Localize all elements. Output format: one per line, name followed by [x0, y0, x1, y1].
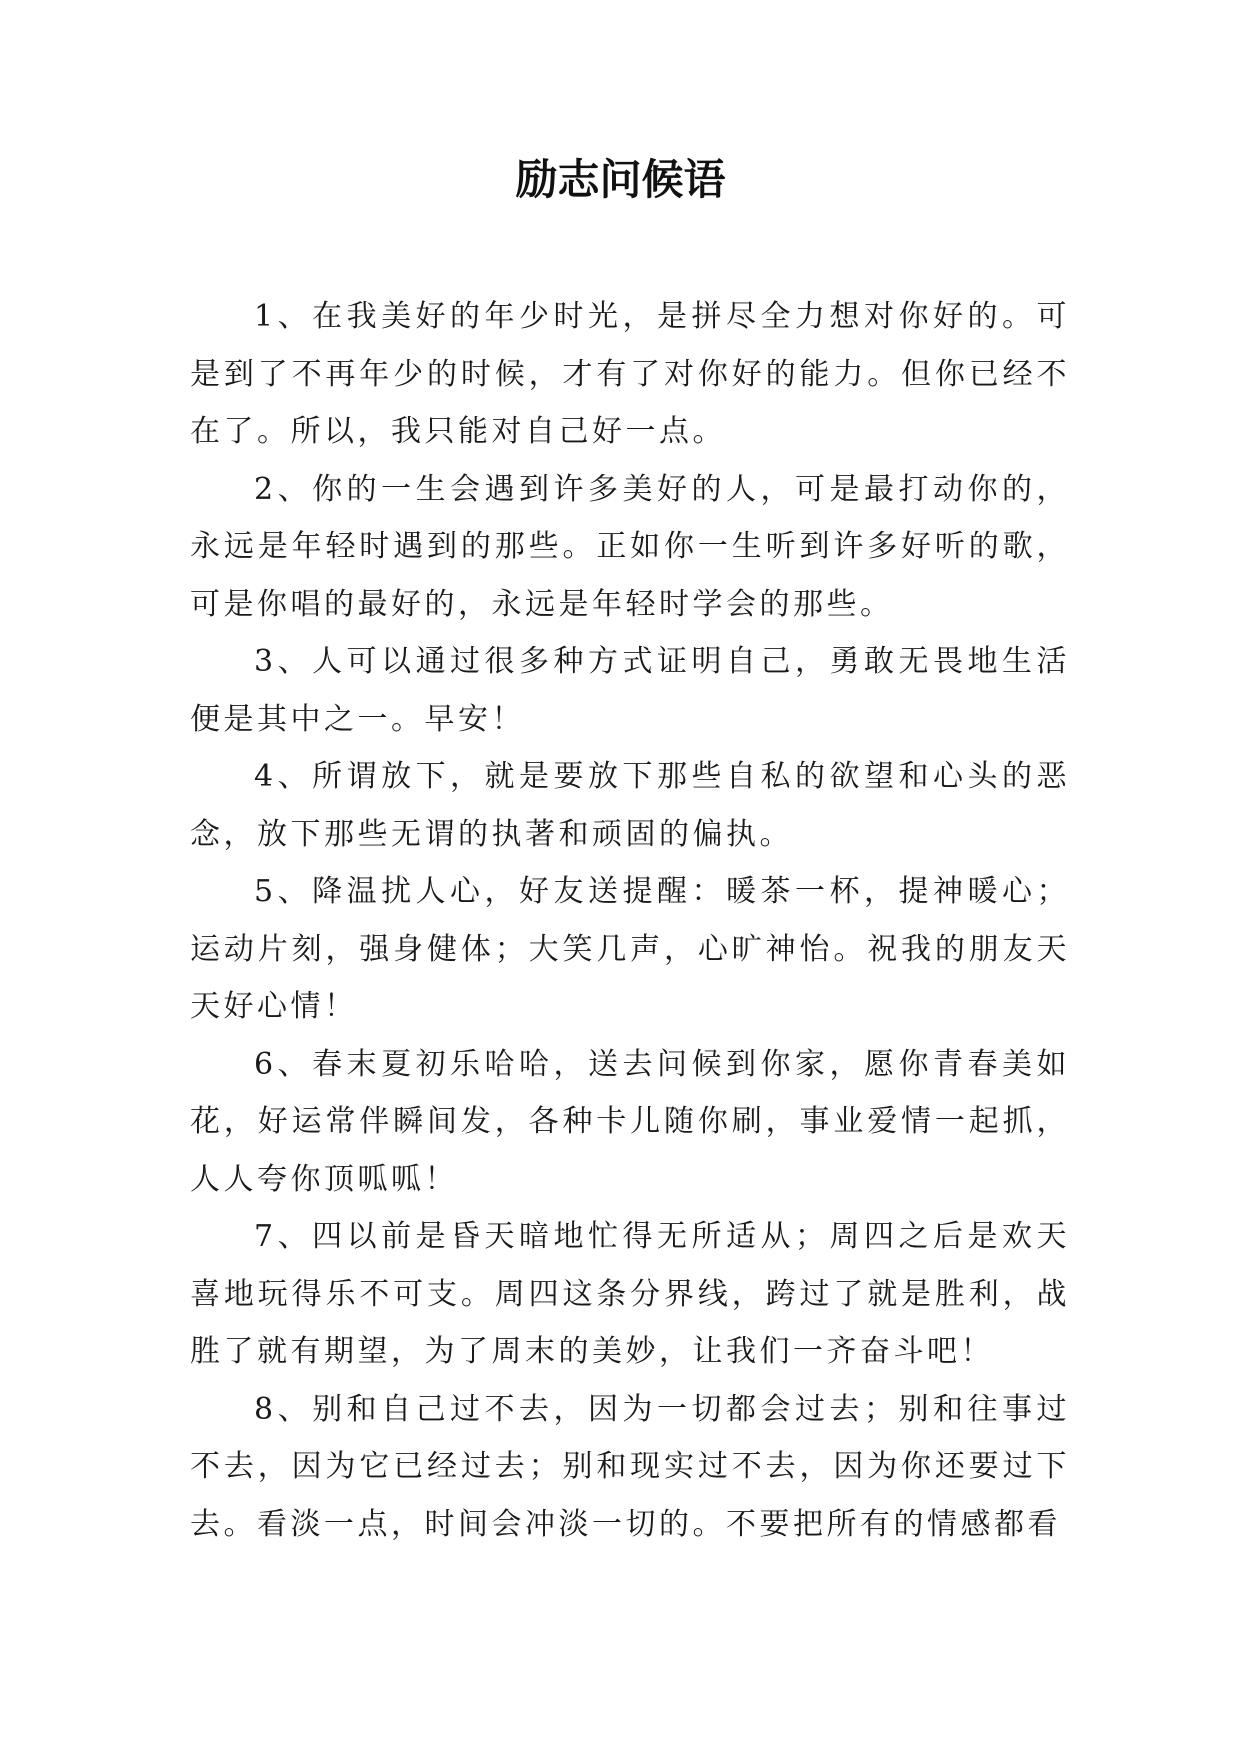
paragraph-3: 3、人可以通过很多种方式证明自己，勇敢无畏地生活便是其中之一。早安！ [190, 644, 1070, 737]
document-title: 励志问候语 [515, 155, 726, 204]
paragraph-5: 5、降温扰人心，好友送提醒：暖茶一杯，提神暖心；运动片刻，强身健体；大笑几声，心旷神怡。祝我的朋友天天好心情！ [190, 874, 1070, 1024]
paragraph-2: 2、你的一生会遇到许多美好的人，可是最打动你的，永远是年轻时遇到的那些。正如你一生听到许多好听的歌，可是你唱的最好的，永远是年轻时学会的那些。 [190, 471, 1070, 622]
paragraph-8: 8、别和自己过不去，因为一切都会过去；别和往事过不去，因为它已经过去；别和现实过不去，因为你还要过下去。看淡一点，时间会冲淡一切的。不要把所有的情感都看 [190, 1391, 1070, 1542]
paragraph-4: 4、所谓放下，就是要放下那些自私的欲望和心头的恶念，放下那些无谓的执著和顽固的偏执。 [190, 759, 1070, 852]
paragraph-6: 6、春末夏初乐哈哈，送去问候到你家，愿你青春美如花，好运常伴瞬间发，各种卡儿随你刷，事业爱情一起抓，人人夸你顶呱呱！ [190, 1046, 1070, 1197]
document-body [190, 288, 1070, 1553]
paragraph-7: 7、四以前是昏天暗地忙得无所适从；周四之后是欢天喜地玩得乐不可支。周四这条分界线，跨过了就是胜利，战胜了就有期望，为了周末的美妙，让我们一齐奋斗吧！ [190, 1219, 1070, 1369]
paragraph-1: 1、在我美好的年少时光，是拼尽全力想对你好的。可是到了不再年少的时候，才有了对你好的能力。但你已经不在了。所以，我只能对自己好一点。 [190, 299, 1070, 449]
